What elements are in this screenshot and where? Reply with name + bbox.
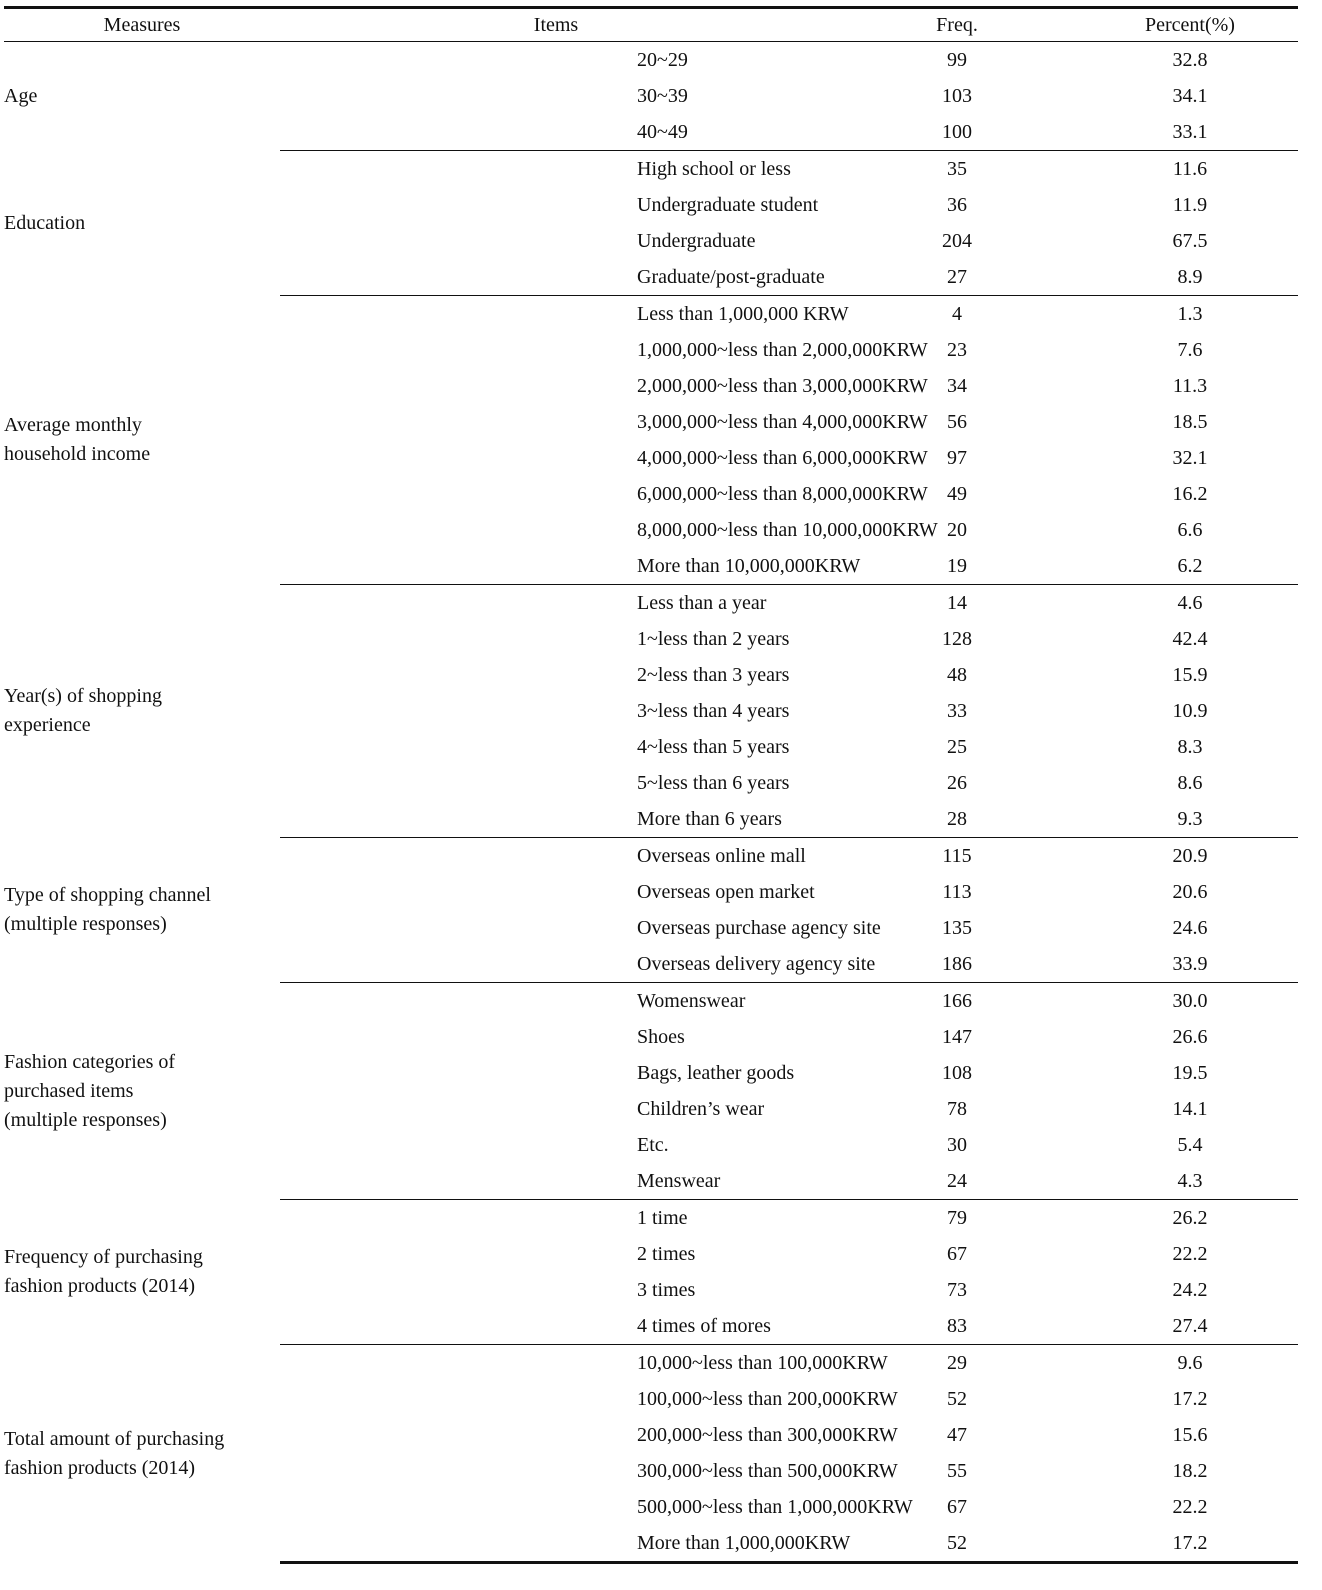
freq-cell: 30 <box>947 1133 967 1156</box>
item-cell: Less than a year <box>637 591 767 614</box>
measure-label: Year(s) of shopping <box>4 685 162 707</box>
item-cell: 5~less than 6 years <box>637 771 790 794</box>
item-cell: 1 time <box>637 1206 688 1229</box>
measure-label: (multiple responses) <box>4 913 167 935</box>
freq-cell: 78 <box>947 1097 967 1120</box>
percent-cell: 32.1 <box>1172 446 1208 469</box>
freq-cell: 24 <box>832 1163 1082 1200</box>
table-row <box>4 585 1298 622</box>
percent-cell: 26.2 <box>1172 1206 1208 1229</box>
item-cell: Womenswear <box>637 989 746 1012</box>
freq-cell: 166 <box>942 989 972 1012</box>
percent-cell: 17.2 <box>1082 1525 1298 1563</box>
measure-cell <box>4 1200 280 1345</box>
measure-cell <box>4 983 280 1200</box>
measure-cell <box>4 151 280 296</box>
item-cell: 3 times <box>637 1278 696 1301</box>
table-row <box>4 838 1298 875</box>
freq-cell: 56 <box>947 410 967 433</box>
freq-cell: 34 <box>947 374 967 397</box>
item-cell: Bags, leather goods <box>637 1061 795 1084</box>
item-cell: 20~29 <box>637 48 688 71</box>
item-cell: 500,000~less than 1,000,000KRW <box>637 1495 913 1518</box>
item-cell: 1~less than 2 years <box>637 627 790 650</box>
item-cell: More than 1,000,000KRW <box>280 1525 832 1563</box>
freq-cell: 115 <box>942 844 972 867</box>
percent-cell: 10.9 <box>1172 699 1208 722</box>
measure-label: Total amount of purchasing <box>4 1427 225 1450</box>
item-cell: 3~less than 4 years <box>637 699 790 722</box>
percent-cell: 18.2 <box>1172 1459 1208 1482</box>
freq-cell: 147 <box>942 1025 972 1048</box>
percent-cell: 27.4 <box>1082 1308 1298 1345</box>
table-row <box>4 42 1298 79</box>
percent-cell: 20.9 <box>1172 844 1208 867</box>
freq-cell: 27 <box>832 259 1082 296</box>
freq-cell: 20 <box>947 518 967 541</box>
percent-cell: 1.3 <box>1177 302 1203 325</box>
percent-cell: 15.9 <box>1172 663 1208 686</box>
freq-cell: 83 <box>832 1308 1082 1345</box>
measure-label: household income <box>4 443 151 465</box>
item-cell: 200,000~less than 300,000KRW <box>637 1423 898 1446</box>
freq-cell: 35 <box>947 157 967 180</box>
demographics-table <box>4 6 1298 1564</box>
percent-cell: 11.9 <box>1172 193 1208 216</box>
table-row <box>4 983 1298 1020</box>
item-cell: 3,000,000~less than 4,000,000KRW <box>637 410 928 433</box>
freq-cell: 55 <box>947 1459 967 1482</box>
measure-label: fashion products (2014) <box>4 1456 196 1479</box>
freq-cell: 25 <box>947 735 967 758</box>
freq-cell: 29 <box>947 1351 967 1374</box>
item-cell: Undergraduate student <box>637 193 819 216</box>
item-cell: 100,000~less than 200,000KRW <box>637 1387 898 1410</box>
percent-cell: 32.8 <box>1172 48 1208 71</box>
freq-cell: 33 <box>947 699 967 722</box>
measure-label: fashion products (2014) <box>4 1275 196 1297</box>
table-body <box>4 42 1298 1563</box>
item-cell: 4,000,000~less than 6,000,000KRW <box>637 446 928 469</box>
measure-label: Frequency of purchasing <box>4 1246 203 1268</box>
item-cell: Overseas online mall <box>637 844 806 867</box>
item-cell: 40~49 <box>280 114 832 151</box>
measure-label: Fashion categories of <box>4 1050 176 1073</box>
freq-cell: 135 <box>942 916 972 939</box>
percent-cell: 15.6 <box>1172 1423 1208 1446</box>
percent-cell: 19.5 <box>1172 1061 1208 1084</box>
measure-label: (multiple responses) <box>4 1108 167 1131</box>
percent-cell: 9.6 <box>1177 1351 1203 1374</box>
item-cell: More than 6 years <box>280 801 832 838</box>
freq-cell: 67 <box>947 1242 967 1265</box>
item-cell: 10,000~less than 100,000KRW <box>637 1351 888 1374</box>
header-measures: Measures <box>4 8 280 42</box>
percent-cell: 8.3 <box>1177 735 1203 758</box>
freq-cell: 128 <box>942 627 972 650</box>
freq-cell: 186 <box>832 946 1082 983</box>
freq-cell: 49 <box>947 482 967 505</box>
item-cell: 30~39 <box>637 84 688 107</box>
item-cell: 4~less than 5 years <box>637 735 790 758</box>
item-cell: Overseas open market <box>637 880 815 903</box>
freq-cell: 52 <box>832 1525 1082 1563</box>
freq-cell: 52 <box>947 1387 967 1410</box>
table-row <box>4 296 1298 333</box>
percent-cell: 22.2 <box>1172 1242 1208 1265</box>
percent-cell: 33.9 <box>1082 946 1298 983</box>
percent-cell: 5.4 <box>1177 1133 1203 1156</box>
freq-cell: 97 <box>947 446 967 469</box>
freq-cell: 4 <box>952 302 962 325</box>
percent-cell: 18.5 <box>1172 410 1208 433</box>
measure-cell <box>4 42 280 151</box>
percent-cell: 42.4 <box>1172 627 1208 650</box>
item-cell: Undergraduate <box>637 229 756 252</box>
item-cell: Overseas purchase agency site <box>637 916 881 939</box>
percent-cell: 33.1 <box>1082 114 1298 151</box>
freq-cell: 36 <box>947 193 967 216</box>
freq-cell: 99 <box>947 48 967 71</box>
measure-label: Age <box>4 84 38 107</box>
item-cell: 6,000,000~less than 8,000,000KRW <box>637 482 928 505</box>
percent-cell: 8.9 <box>1082 259 1298 296</box>
item-cell: Less than 1,000,000 KRW <box>637 302 849 325</box>
percent-cell: 6.2 <box>1082 548 1298 585</box>
item-cell: Overseas delivery agency site <box>280 946 832 983</box>
item-cell: More than 10,000,000KRW <box>280 548 832 585</box>
freq-cell: 14 <box>947 591 967 614</box>
freq-cell: 23 <box>947 338 967 361</box>
percent-cell: 26.6 <box>1172 1025 1208 1048</box>
freq-cell: 103 <box>942 84 972 107</box>
item-cell: 4 times of mores <box>280 1308 832 1345</box>
freq-cell: 48 <box>947 663 967 686</box>
percent-cell: 67.5 <box>1172 229 1208 252</box>
percent-cell: 6.6 <box>1177 518 1203 541</box>
freq-cell: 19 <box>832 548 1082 585</box>
percent-cell: 20.6 <box>1172 880 1208 903</box>
item-cell: Shoes <box>637 1025 685 1048</box>
measure-label: experience <box>4 714 91 736</box>
measure-cell <box>4 296 280 585</box>
percent-cell: 30.0 <box>1172 989 1208 1012</box>
item-cell: High school or less <box>637 157 791 180</box>
table-row <box>4 1200 1298 1237</box>
item-cell: 2,000,000~less than 3,000,000KRW <box>637 374 928 397</box>
measure-label: Education <box>4 211 86 234</box>
percent-cell: 24.2 <box>1172 1278 1208 1301</box>
measure-label: Type of shopping channel <box>4 884 211 906</box>
percent-cell: 17.2 <box>1172 1387 1208 1410</box>
item-cell: 1,000,000~less than 2,000,000KRW <box>637 338 928 361</box>
measure-cell <box>4 838 280 983</box>
freq-cell: 113 <box>942 880 972 903</box>
item-cell: Children’s wear <box>637 1097 765 1120</box>
percent-cell: 16.2 <box>1172 482 1208 505</box>
item-cell: 8,000,000~less than 10,000,000KRW <box>637 518 938 541</box>
percent-cell: 11.3 <box>1172 374 1208 397</box>
measure-label: purchased items <box>4 1079 134 1102</box>
table-row <box>4 151 1298 188</box>
percent-cell: 22.2 <box>1172 1495 1208 1518</box>
percent-cell: 4.3 <box>1082 1163 1298 1200</box>
item-cell: Menswear <box>280 1163 832 1200</box>
freq-cell: 108 <box>942 1061 972 1084</box>
freq-cell: 79 <box>947 1206 967 1229</box>
percent-cell: 7.6 <box>1177 338 1203 361</box>
header-percent: Percent(%) <box>1082 8 1298 42</box>
item-cell: 2~less than 3 years <box>637 663 790 686</box>
header-freq: Freq. <box>832 8 1082 42</box>
freq-cell: 67 <box>947 1495 967 1518</box>
percent-cell: 11.6 <box>1172 157 1208 180</box>
item-cell: Graduate/post-graduate <box>280 259 832 296</box>
freq-cell: 204 <box>942 229 972 252</box>
freq-cell: 73 <box>947 1278 967 1301</box>
freq-cell: 28 <box>832 801 1082 838</box>
freq-cell: 100 <box>832 114 1082 151</box>
header-row <box>4 8 1298 42</box>
freq-cell: 26 <box>947 771 967 794</box>
percent-cell: 4.6 <box>1177 591 1203 614</box>
item-cell: Etc. <box>637 1133 669 1156</box>
measure-cell <box>4 585 280 838</box>
header-items: Items <box>280 8 832 42</box>
table-row <box>4 1345 1298 1382</box>
percent-cell: 9.3 <box>1082 801 1298 838</box>
freq-cell: 47 <box>947 1423 967 1446</box>
percent-cell: 8.6 <box>1177 771 1203 794</box>
item-cell: 300,000~less than 500,000KRW <box>637 1459 898 1482</box>
measure-label: Average monthly <box>4 414 142 436</box>
percent-cell: 14.1 <box>1172 1097 1208 1120</box>
measure-cell <box>4 1345 280 1563</box>
percent-cell: 34.1 <box>1172 84 1208 107</box>
percent-cell: 24.6 <box>1172 916 1208 939</box>
item-cell: 2 times <box>637 1242 696 1265</box>
